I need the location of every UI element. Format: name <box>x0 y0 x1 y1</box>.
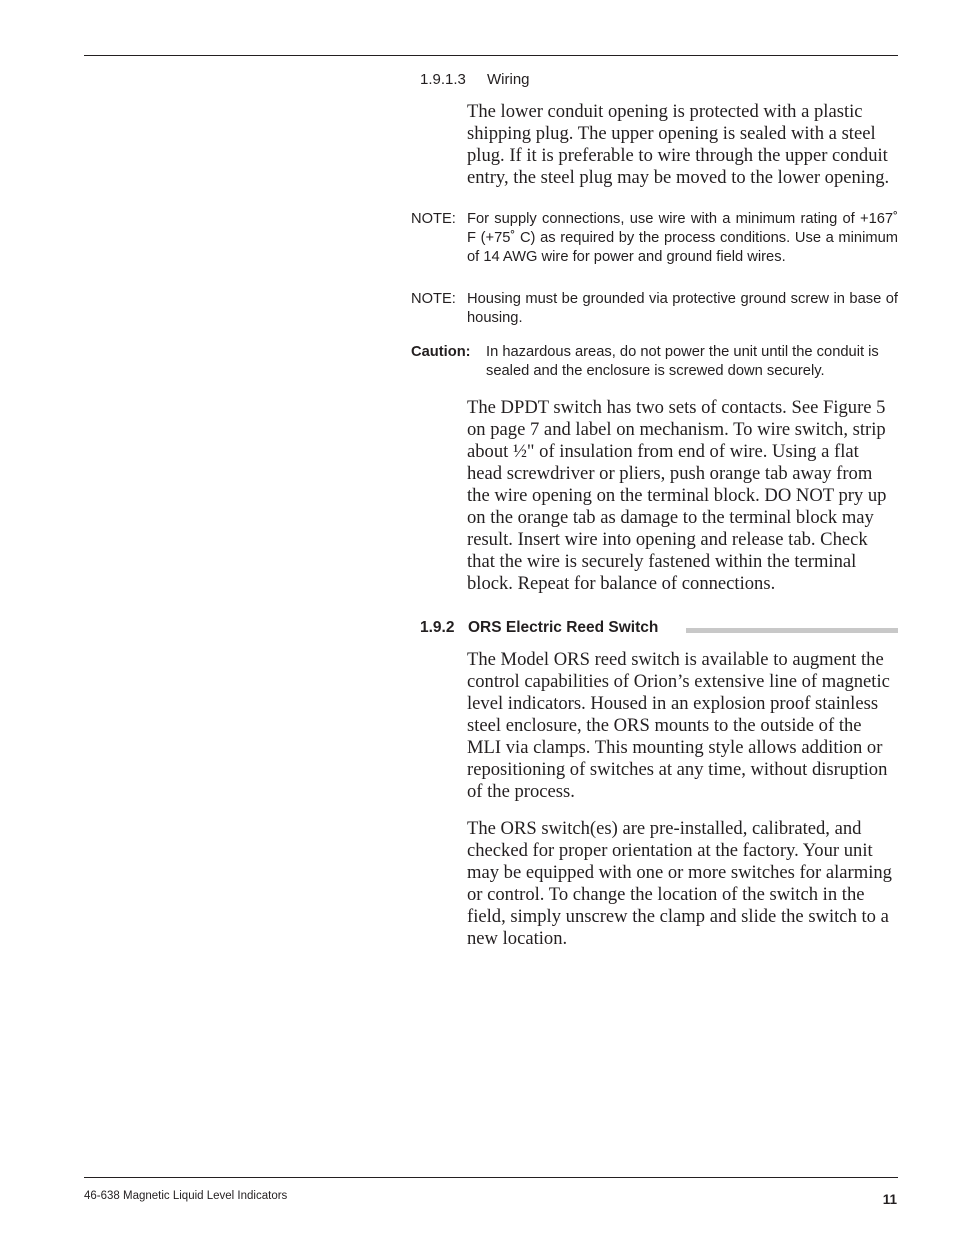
note-grounding <box>411 290 898 328</box>
wiring-paragraph-1: The lower conduit opening is protected with a plastic shipping plug. The upper opening is sealed with a steel plug. If it is preferable to wire through the upper conduit entry, the steel plug may be moved to the lower opening. <box>467 101 890 188</box>
section-title: Wiring <box>487 71 530 88</box>
note-label: NOTE: <box>411 291 456 307</box>
wiring-paragraph-2: The DPDT switch has two sets of contacts. See Figure 5 on page 7 and label on mechanism. To wire switch, strip about ½" of insulation from end of wire. Using a flat head screwdriver or pliers, push orange tab away from the wire opening on the terminal block. DO NOT pry up on the orange tab as damage to the terminal block may result. Insert wire into opening and release tab. Check that the wire is securely fastened within the terminal block. Repeat for balance of connections. <box>467 397 887 594</box>
note-supply-connections <box>411 210 898 267</box>
section-title: ORS Electric Reed Switch <box>468 619 666 637</box>
section-number: 1.9.2 <box>420 619 455 636</box>
caution-text: In hazardous areas, do not power the unit until the conduit is sealed and the enclosure is screwed down securely. <box>486 344 879 379</box>
footer-document-title: 46-638 Magnetic Liquid Level Indicators <box>84 1190 288 1202</box>
ors-paragraph-2: The ORS switch(es) are pre-installed, calibrated, and checked for proper orientation at the factory. Your unit may be equipped with one or more switches for alarming or control. To change the location of the switch in the field, simply unscrew the clamp and slide the switch to a new location. <box>467 818 892 949</box>
section-number: 1.9.1.3 <box>420 71 466 88</box>
note-text: Housing must be grounded via protective ground screw in base of housing. <box>467 291 898 326</box>
note-label: NOTE: <box>411 211 456 227</box>
note-text: For supply connections, use wire with a minimum rating of +167˚ F (+75˚ C) as required by the process conditions. Use a minimum of 14 AWG wire for power and ground field wires. <box>467 211 898 265</box>
section-heading-ors <box>420 619 898 639</box>
heading-rule-bar <box>686 628 898 633</box>
section-heading-wiring <box>420 71 530 88</box>
caution-hazardous-areas <box>411 343 898 381</box>
footer-rule <box>84 1177 898 1178</box>
ors-paragraph-1: The Model ORS reed switch is available to augment the control capabilities of Orion’s extensive line of magnetic level indicators. Housed in an explosion proof stainless steel enclosure, the ORS mounts to the outside of the MLI via clamps. This mounting style allows addition or repositioning of switches at any time, without disruption of the process. <box>467 649 890 802</box>
page-number: 11 <box>882 1192 897 1207</box>
top-rule <box>84 55 898 56</box>
caution-label: Caution: <box>411 344 471 360</box>
